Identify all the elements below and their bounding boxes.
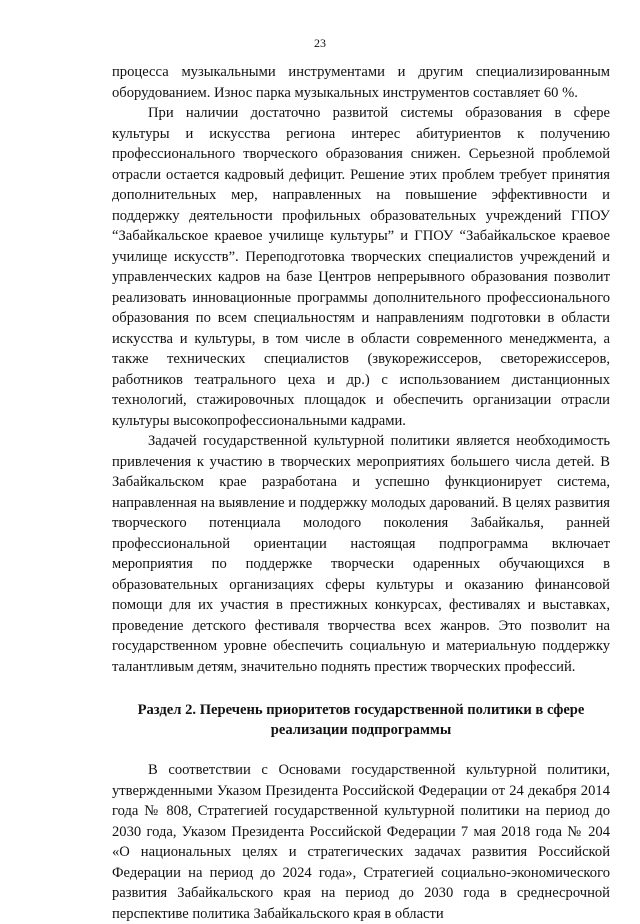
paragraph-policy-basis: В соответствии с Основами государственной культурной политики, утвержденными Указом Президента Российской Федерации от 24 декабря 2014 года № 808, Стратегией государственной культурной политики на период до 2030 года, Указом Президента Российской Федерации 7 мая 2018 года № 204 «О национальных целях и стратегических задачах развития Российской Федерации на период до 2024 года», Стратегией социально-экономического развития Забайкальского края на период до 2030 года в среднесрочной перспективе политика Забайкальского края в области: [112, 762, 610, 922]
section-heading: Раздел 2. Перечень приоритетов государственной политики в сфере реализации подпрограммы: [137, 702, 585, 738]
paragraph-equipment-wear: процесса музыкальными инструментами и другим специализированным оборудованием. Износ парка музыкальных инструментов составляет 60 %.: [112, 64, 610, 101]
page-number: 23: [314, 36, 326, 50]
paragraph-state-policy-task: Задачей государственной культурной политики является необходимость привлечения к участию в творческих мероприятиях большего числа детей. В Забайкальском крае разработана и успешно функционирует система, направленная на выявление и поддержку молодых дарований. В целях развития творческого потенциала молодого поколения Забайкалья, ранней профессиональной ориентации настоящая подпрограмма включает мероприятия по поддержке творчески одаренных обучающихся в образовательных организациях сферы культуры и оказанию финансовой помощи для их участия в престижных конкурсах, фестивалях и выставках, проведение детского фестиваля творчества всех жанров. Это позволит на государственном уровне обеспечить социальную и материальную поддержку талантливым детям, значительно поднять престиж творческих профессий.: [112, 433, 610, 675]
paragraph-education-system: При наличии достаточно развитой системы образования в сфере культуры и искусства региона интерес абитуриентов к получению профессионального творческого образования снижен. Серьезной проблемой отрасли остается кадровый дефицит. Решение этих проблем требует принятия дополнительных мер, направленных на повышение эффективности и поддержку деятельности профильных образовательных учреждений ГПОУ “Забайкальское краевое училище культуры” и ГПОУ “Забайкальское краевое училище искусств”. Переподготовка творческих специалистов учреждений и управленческих кадров на базе Центров непрерывного образования позволит реализовать инновационные программы дополнительного профессионального образования по всем специальностям и направлениям подготовки в области искусства и культуры, в том числе в области современного менеджмента, а также технических специалистов (звукорежиссеров, светорежиссеров, работников театрального цеха и др.) с использованием дистанционных технологий, стажировочных площадок и обеспечить организации отрасли культуры высокопрофессиональными кадрами.: [112, 105, 610, 429]
page-content: [112, 62, 610, 924]
